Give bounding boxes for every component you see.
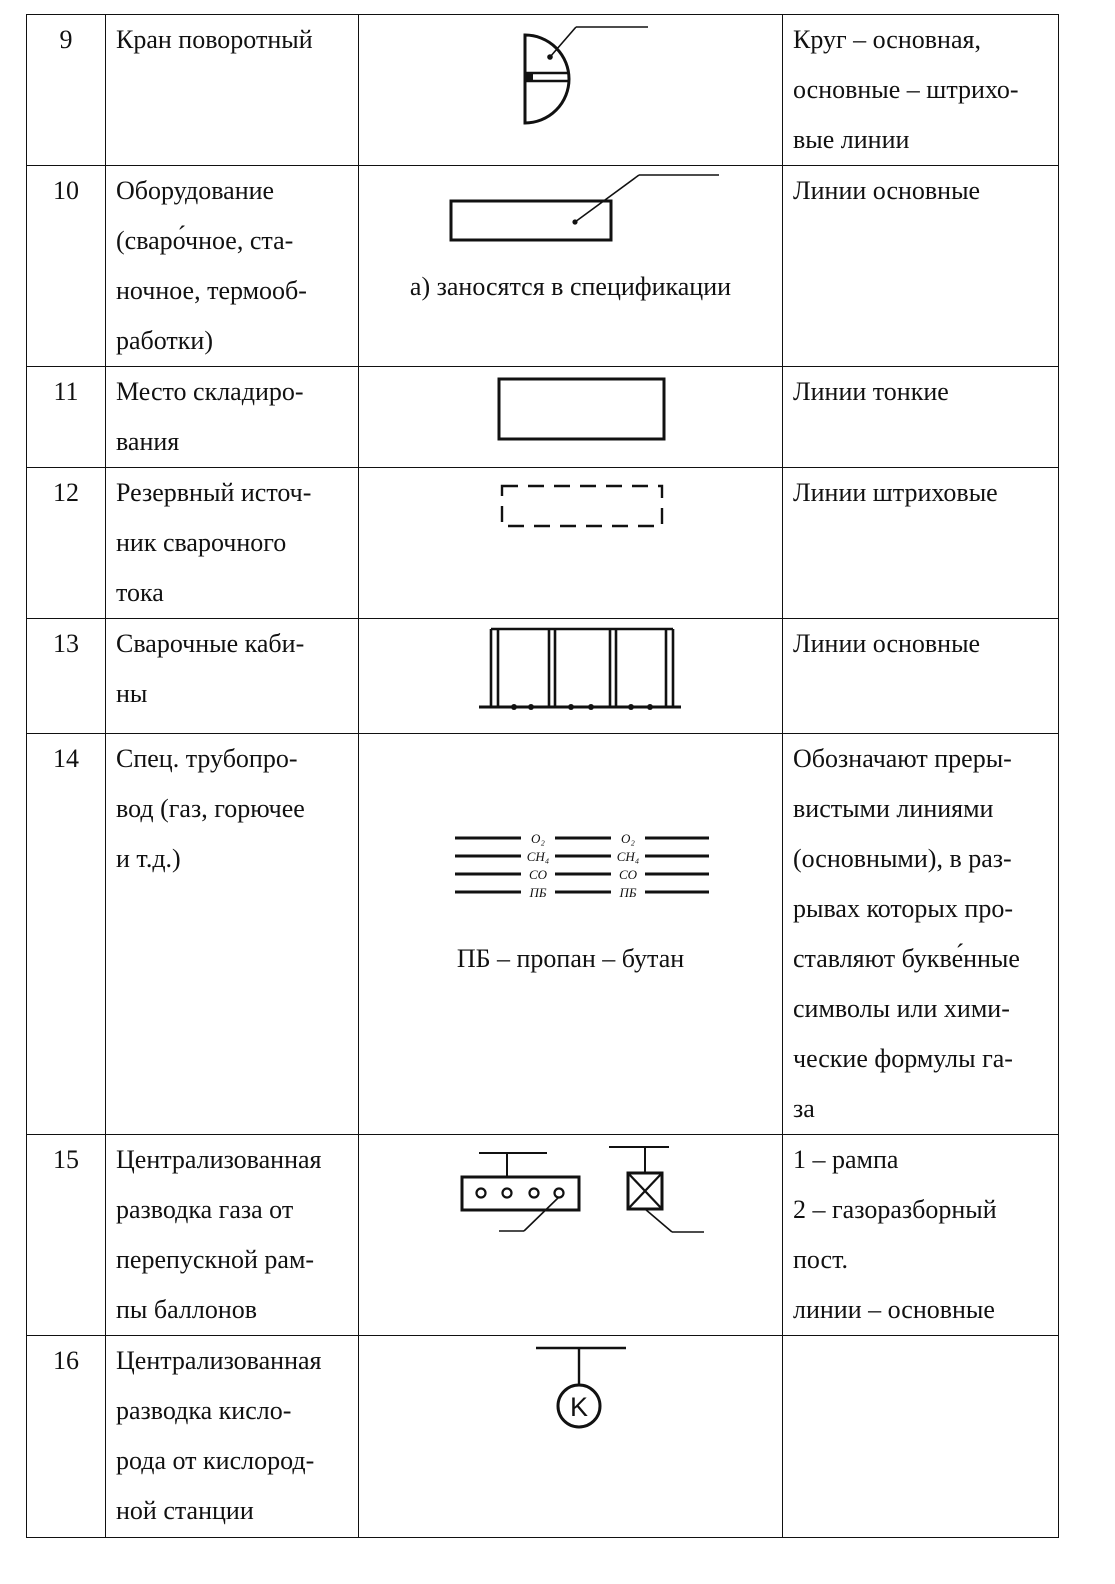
pipe-label: O₂ (531, 831, 545, 846)
pipe-label: O₂ (621, 831, 635, 846)
row-figure (359, 468, 783, 619)
row-name: Резервный источ- ник сварочного тока (106, 468, 359, 619)
row-number: 12 (27, 468, 106, 619)
row-name: Централизованная разводка кисло- рода от кислород- ной станции (106, 1336, 359, 1538)
row-description: Линии тонкие (783, 367, 1059, 468)
row-name: Кран поворотный (106, 15, 359, 166)
gas-ramp-and-post-symbol (369, 1135, 783, 1333)
dashed-rectangle-symbol (369, 468, 783, 616)
row-description: 1 – рампа 2 – газоразборный пост. линии – основные (783, 1135, 1059, 1336)
pipe-label: CH₄ (616, 849, 640, 864)
pipe-label: ПБ (619, 885, 637, 900)
row-number: 16 (27, 1336, 106, 1538)
row-description: Линии основные (783, 166, 1059, 367)
row-name: Спец. трубопро- вод (газ, горючее и т.д.) (106, 734, 359, 1135)
row-description: Линии штриховые (783, 468, 1059, 619)
row-number: 9 (27, 15, 106, 166)
table-row (27, 166, 1059, 367)
row-description: Линии основные (783, 619, 1059, 734)
table-row (27, 619, 1059, 734)
row-figure (359, 619, 783, 734)
row-number: 15 (27, 1135, 106, 1336)
row-description: Круг – основная, основные – штрихо- вые линии (783, 15, 1059, 166)
welding-booths-symbol (369, 619, 783, 731)
row-description (783, 1336, 1059, 1538)
row-figure (359, 734, 783, 1135)
row-figure (359, 166, 783, 367)
row-figure (359, 15, 783, 166)
table-row (27, 1135, 1059, 1336)
pipe-label: CH₄ (526, 849, 550, 864)
row-number: 13 (27, 619, 106, 734)
figure-caption: ПБ – пропан – бутан (456, 944, 685, 973)
row-name: Оборудование (сваро́чное, ста- ночное, термооб- работки) (106, 166, 359, 367)
row-figure (359, 1336, 783, 1538)
pipe-label: CO (528, 867, 548, 882)
row-name: Централизованная разводка газа от перепускной рам- пы баллонов (106, 1135, 359, 1336)
row-description: Обозначают преры- вистыми линиями (основными), в раз- рывах которых про- ставляют букве́нные символы или хими- ческие формулы га- за (783, 734, 1059, 1135)
pipe-label: CO (618, 867, 638, 882)
table-row (27, 734, 1059, 1135)
pipelines-symbol (369, 734, 783, 934)
storage-rectangle-symbol (369, 367, 783, 465)
row-name: Сварочные каби- ны (106, 619, 359, 734)
row-number: 11 (27, 367, 106, 468)
row-figure (359, 367, 783, 468)
rotary-crane-symbol (369, 15, 783, 163)
table-row (27, 15, 1059, 166)
row-number: 10 (27, 166, 106, 367)
oxygen-letter: K (569, 1392, 589, 1422)
row-name: Место складиро- вания (106, 367, 359, 468)
table-row (27, 1336, 1059, 1538)
table-row (27, 468, 1059, 619)
symbols-table (26, 14, 1059, 1538)
row-figure (359, 1135, 783, 1336)
figure-caption: а) заносятся в спецификации (409, 272, 732, 301)
row-number: 14 (27, 734, 106, 1135)
pipe-label: ПБ (529, 885, 547, 900)
oxygen-station-symbol (369, 1336, 783, 1534)
equipment-rectangle-symbol (369, 166, 783, 262)
table-row (27, 367, 1059, 468)
